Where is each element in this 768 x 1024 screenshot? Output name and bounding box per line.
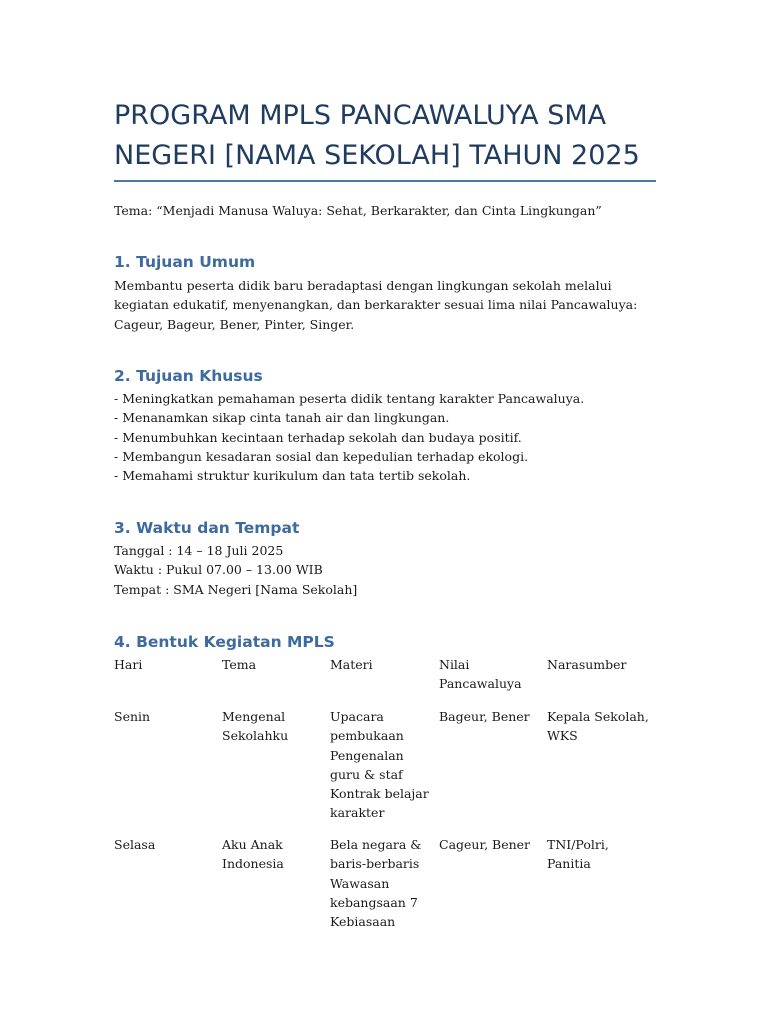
table-cell: Upacara pembukaan Pengenalan guru & staf Kontrak belajar karakter [330, 709, 429, 821]
section-heading-tujuan-khusus: 2. Tujuan Khusus [114, 367, 263, 385]
list-item: - Menumbuhkan kecintaan terhadap sekolah dan budaya positif. [114, 429, 522, 445]
table-cell: Bela negara & baris-berbaris Wawasan kebangsaan 7 Kebiasaan [330, 837, 422, 930]
table-cell: Bageur, Bener [439, 709, 530, 724]
table-cell: Mengenal Sekolahku [222, 709, 289, 744]
table-cell: Selasa [114, 837, 156, 852]
list-item: - Meningkatkan pemahaman peserta didik tentang karakter Pancawaluya. [114, 391, 585, 406]
table-cell: Kepala Sekolah, WKS [547, 709, 649, 744]
schedule-date: Tanggal : 14 – 18 Juli 2025 [114, 543, 284, 558]
activity-table [114, 655, 656, 935]
table-row [114, 707, 656, 835]
theme-line: Tema: “Menjadi Manusa Waluya: Sehat, Berkarakter, dan Cinta Lingkungan” [114, 203, 602, 218]
title-divider [114, 180, 656, 182]
paragraph: Membantu peserta didik baru beradaptasi dengan lingkungan sekolah melalui kegiatan edukatif, menyenangkan, dan berkarakter sesuai lima nilai Pancawaluya: Cageur, Bageur, Bener, Pinter, Singer. [114, 278, 638, 332]
column-header-hari: Hari [114, 657, 143, 672]
table-cell: Aku Anak Indonesia [222, 837, 284, 872]
list-item: - Menanamkan sikap cinta tanah air dan lingkungan. [114, 410, 450, 426]
section-body-tujuan-umum [114, 276, 656, 334]
list-item: - Membangun kesadaran sosial dan kepedulian terhadap ekologi. [114, 448, 529, 464]
list-item: - Memahami struktur kurikulum dan tata tertib sekolah. [114, 468, 471, 484]
section-body-waktu-tempat [114, 541, 656, 599]
section-heading-bentuk-kegiatan: 4. Bentuk Kegiatan MPLS [114, 633, 335, 651]
schedule-place: Tempat : SMA Negeri [Nama Sekolah] [114, 581, 358, 597]
table-cell: TNI/Polri, Panitia [547, 837, 609, 872]
table-row [114, 835, 656, 935]
table-cell: Cageur, Bener [439, 837, 531, 852]
column-header-narasumber: Narasumber [547, 657, 627, 672]
table-header-row [114, 655, 656, 707]
column-header-nilai: Nilai Pancawaluya [439, 657, 522, 692]
column-header-tema: Tema [222, 657, 257, 672]
schedule-time: Waktu : Pukul 07.00 – 13.00 WIB [114, 562, 323, 578]
section-heading-tujuan-umum: 1. Tujuan Umum [114, 253, 256, 271]
table-cell: Senin [114, 709, 151, 724]
document-title: PROGRAM MPLS PANCAWALUYA SMA NEGERI [NAMA SEKOLAH] TAHUN 2025 [114, 100, 640, 171]
section-heading-waktu-tempat: 3. Waktu dan Tempat [114, 519, 300, 537]
column-header-materi: Materi [330, 657, 373, 672]
section-body-tujuan-khusus [114, 389, 656, 485]
